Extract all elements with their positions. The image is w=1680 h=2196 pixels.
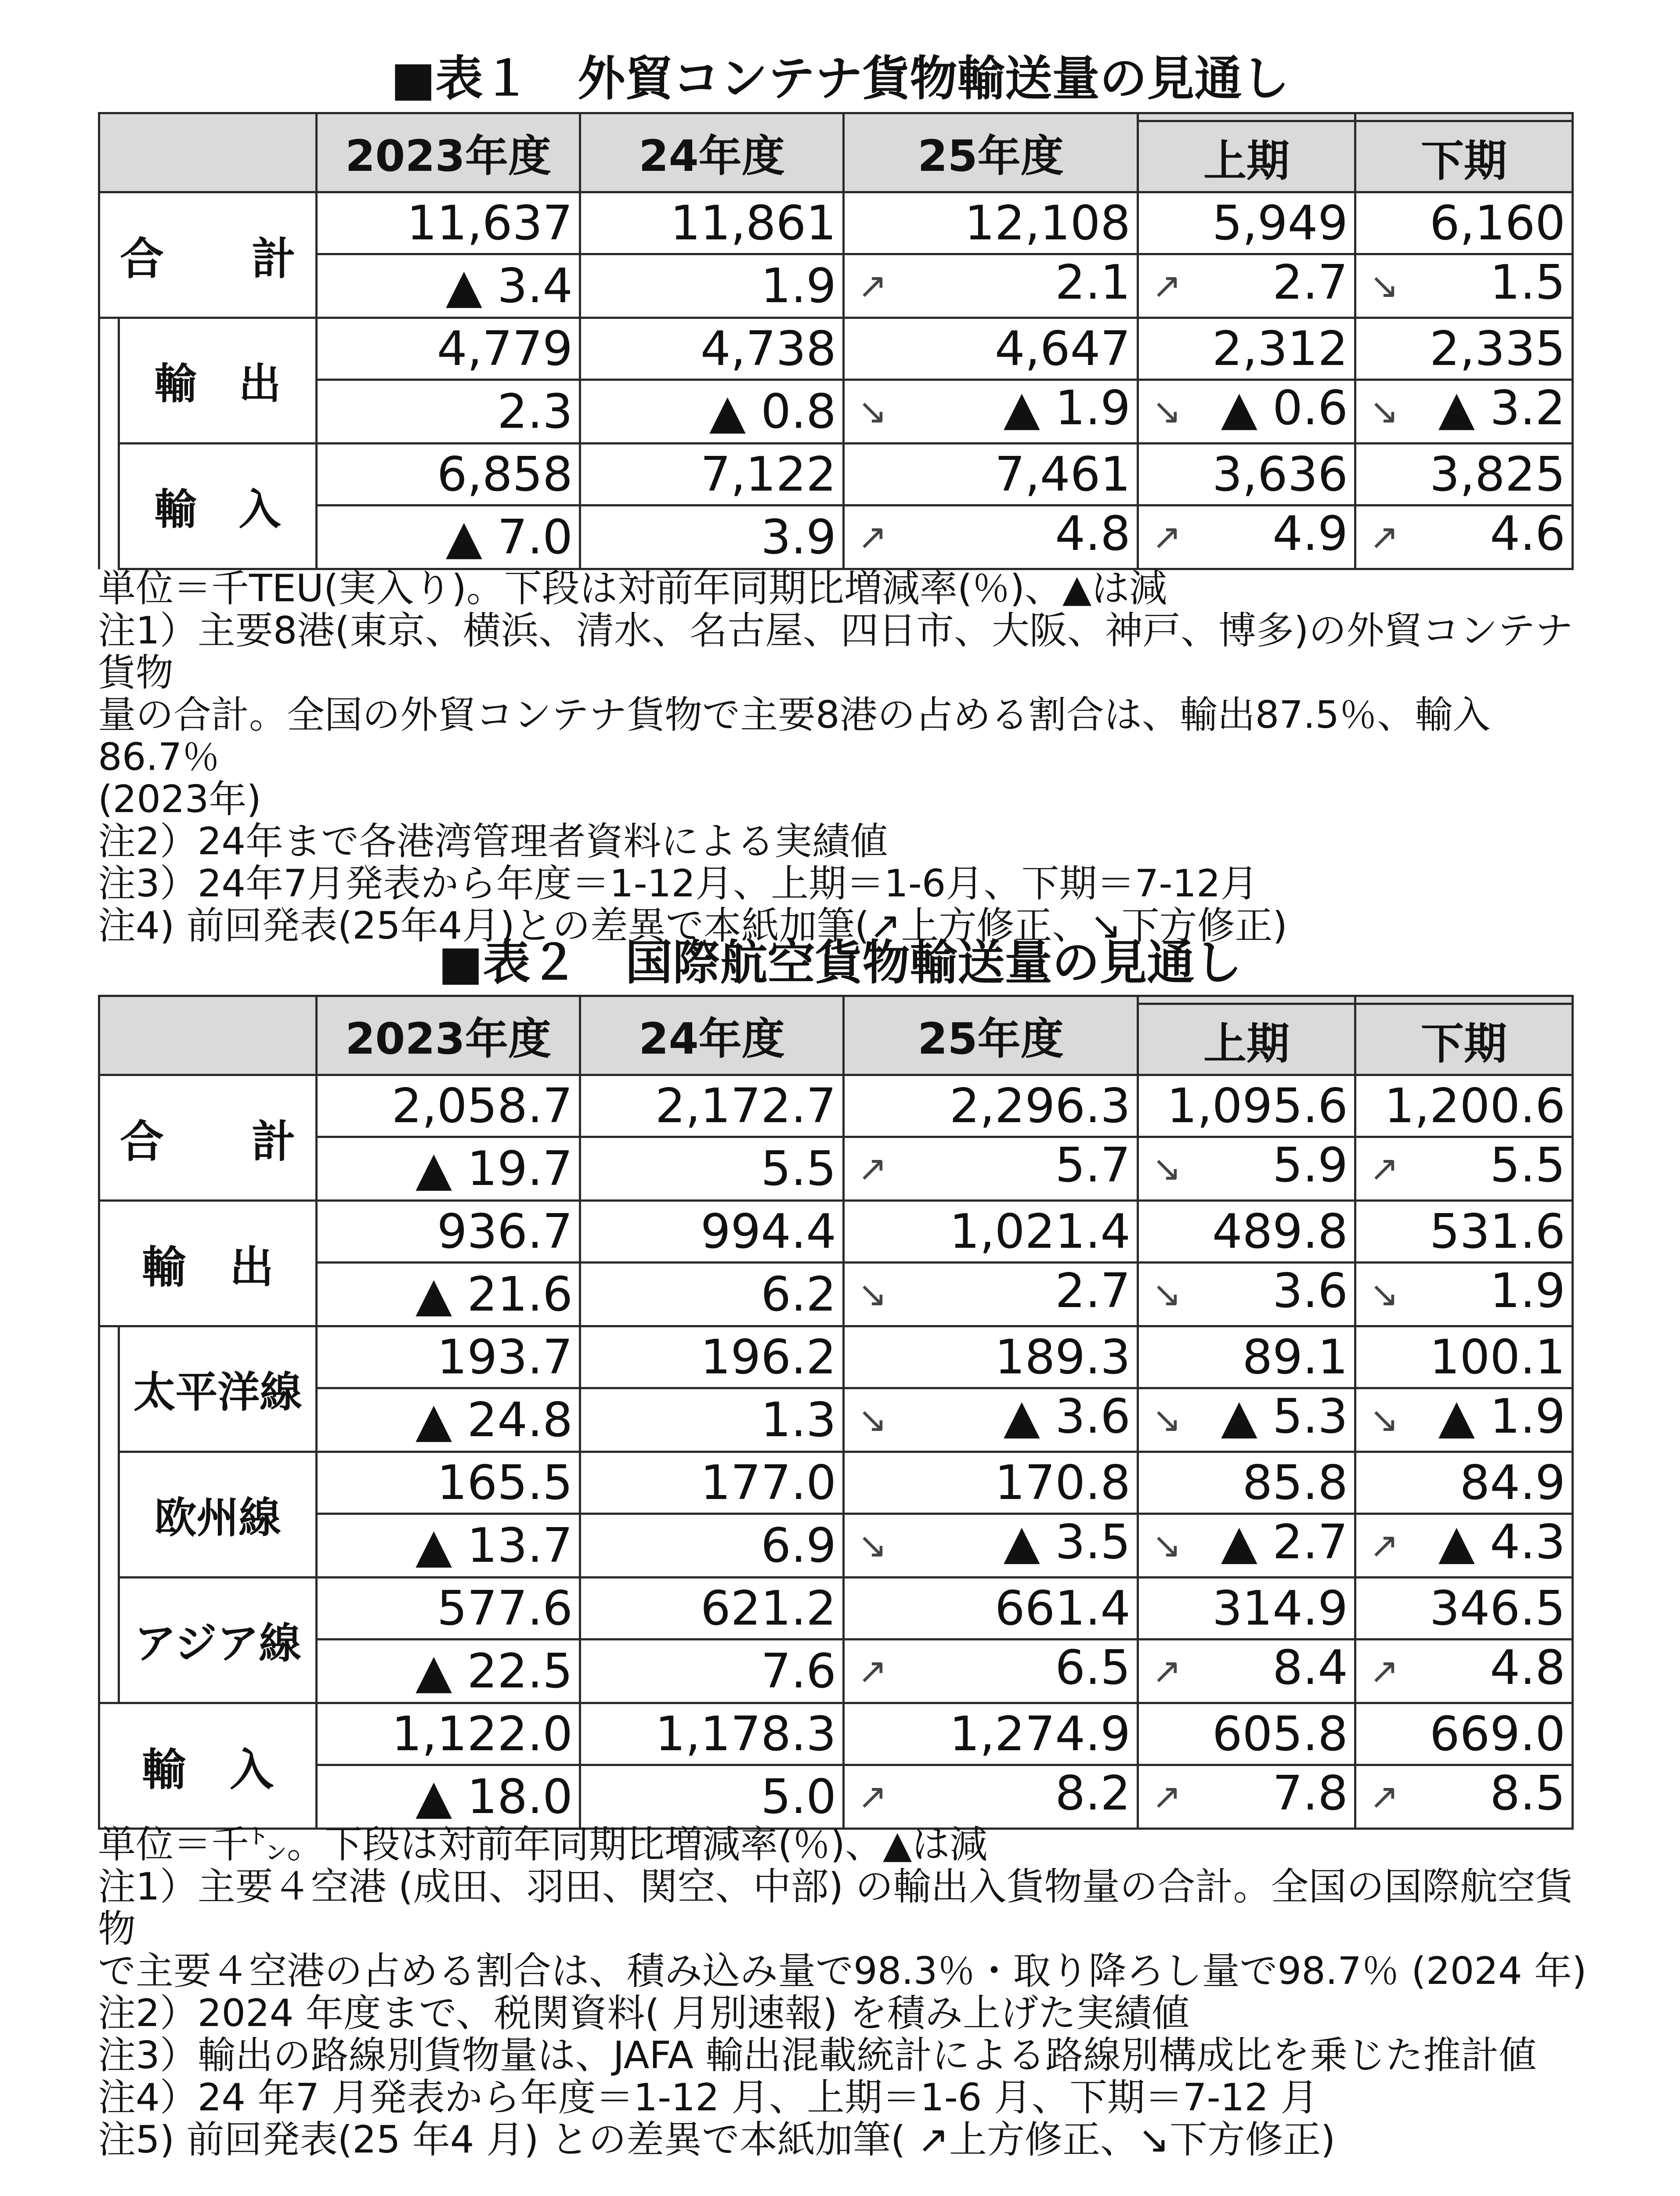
table2-header-fy2023: 2023年度 — [317, 996, 580, 1075]
table2-rate-value: 2.7 — [1055, 1264, 1131, 1318]
table2-rate-value: 5.5 — [1490, 1138, 1565, 1193]
revision-arrow-icon: ↗ — [1369, 1776, 1399, 1817]
table1-rate-value: 2.3 — [497, 384, 573, 439]
table2-note: 注2）2024 年度まで、税関資料( 月別速報) を積み上げた実績値 — [98, 1991, 1189, 2035]
table2-rate-row — [99, 1388, 1573, 1452]
table2-rate-cell — [844, 1514, 1138, 1578]
table2-rate-value: 6.2 — [761, 1267, 836, 1322]
table1-rate-value: 2.1 — [1055, 255, 1131, 310]
table2-rate-cell — [1355, 1640, 1573, 1703]
table2-header-row — [99, 996, 1573, 1075]
table2-value-cell: 2,058.7 — [317, 1075, 580, 1137]
revision-arrow-icon: ↗ — [1152, 1776, 1182, 1817]
table2-value-cell: 85.8 — [1138, 1452, 1355, 1514]
table1-rate-cell — [844, 380, 1138, 444]
table2-rate-value: ▲ 13.7 — [415, 1518, 573, 1573]
table1-header-h1: 上期 — [1138, 113, 1355, 192]
revision-arrow-icon: ↘ — [1152, 1399, 1182, 1440]
table1-value-cell: 12,108 — [844, 192, 1138, 254]
table1-rate-cell — [844, 506, 1138, 569]
table2-rate-value: 5.9 — [1272, 1138, 1348, 1193]
table1-rate-cell — [1138, 254, 1355, 318]
table1-value-row — [99, 444, 1573, 506]
table2-rate-cell — [580, 1137, 844, 1201]
revision-arrow-icon: ↗ — [858, 265, 888, 306]
table1-row-label: 合 計 — [99, 192, 317, 318]
table2-value-row — [99, 1075, 1573, 1137]
table2-rate-row — [99, 1263, 1573, 1326]
table2-value-cell: 346.5 — [1355, 1578, 1573, 1640]
table2-value-cell: 196.2 — [580, 1326, 844, 1388]
table1-row-label: 輸 出 — [119, 318, 317, 444]
table2-value-cell: 621.2 — [580, 1578, 844, 1640]
table1-header-fy2023: 2023年度 — [317, 113, 580, 192]
table2-note: 注5) 前回発表(25 年4 月) との差異で本紙加筆( ↗上方修正、↘下方修正) — [98, 2118, 1336, 2162]
table2-rate-value: 3.6 — [1272, 1264, 1348, 1318]
table1-value-cell: 2,312 — [1138, 318, 1355, 380]
table2-rate-row — [99, 1765, 1573, 1829]
table2-rate-value: ▲ 18.0 — [415, 1769, 573, 1824]
table2-value-cell: 1,274.9 — [844, 1703, 1138, 1765]
revision-arrow-icon: ↘ — [1152, 1148, 1182, 1189]
table1-rate-cell — [580, 380, 844, 444]
revision-arrow-icon: ↘ — [1369, 1399, 1399, 1440]
table2-note: で主要４空港の占める割合は、積み込み量で98.3％・取り降ろし量で98.7％ (2024 年) — [98, 1949, 1587, 1993]
table1-rate-value: 4.9 — [1272, 506, 1348, 561]
table2-value-row — [99, 1578, 1573, 1640]
table2-rate-cell — [1355, 1765, 1573, 1829]
table2-value-cell: 2,296.3 — [844, 1075, 1138, 1137]
revision-arrow-icon: ↗ — [858, 1776, 888, 1817]
table2-rate-value: ▲ 3.5 — [1003, 1515, 1131, 1570]
table1-indent-cell — [99, 318, 119, 569]
table2-notes — [98, 1824, 1591, 2161]
table2-value-cell: 1,200.6 — [1355, 1075, 1573, 1137]
table2-rate-cell — [1138, 1137, 1355, 1201]
table2-rate-value: 5.0 — [761, 1769, 836, 1824]
table2-rate-cell — [844, 1137, 1138, 1201]
table1-rate-value: ▲ 0.6 — [1221, 381, 1348, 436]
revision-arrow-icon: ↘ — [1152, 391, 1182, 432]
table2-value-cell: 314.9 — [1138, 1578, 1355, 1640]
table2-rate-cell — [317, 1263, 580, 1326]
table2-rate-cell — [1355, 1137, 1573, 1201]
table2-value-row — [99, 1326, 1573, 1388]
table2-value-cell: 170.8 — [844, 1452, 1138, 1514]
table2-rate-cell — [580, 1388, 844, 1452]
table1-rate-cell — [317, 380, 580, 444]
table1-rate-cell — [1138, 380, 1355, 444]
table1-rate-cell — [317, 254, 580, 318]
revision-arrow-icon: ↘ — [858, 1274, 888, 1315]
revision-arrow-icon: ↘ — [858, 391, 888, 432]
table2-note: 単位＝千㌧。下段は対前年同期比増減率(％)、▲は減 — [98, 1823, 988, 1867]
table2-rate-row — [99, 1137, 1573, 1201]
revision-arrow-icon: ↘ — [1369, 391, 1399, 432]
table1-header-row — [99, 113, 1573, 192]
revision-arrow-icon: ↗ — [858, 516, 888, 557]
table1-value-cell: 5,949 — [1138, 192, 1355, 254]
table2-rate-value: 6.5 — [1055, 1640, 1131, 1695]
table1-note: 単位＝千TEU(実入り)。下段は対前年同期比増減率(％)、▲は減 — [98, 567, 1167, 610]
revision-arrow-icon: ↘ — [858, 1399, 888, 1440]
table2-value-cell: 100.1 — [1355, 1326, 1573, 1388]
table1-rate-row — [99, 380, 1573, 444]
table1-value-cell: 11,637 — [317, 192, 580, 254]
table2 — [98, 995, 1574, 1830]
table2-row-label: アジア線 — [119, 1578, 317, 1703]
table2-rate-value: 5.7 — [1055, 1138, 1131, 1193]
table2-value-cell: 189.3 — [844, 1326, 1138, 1388]
table2-rate-value: 7.6 — [761, 1643, 836, 1699]
table2-value-cell: 577.6 — [317, 1578, 580, 1640]
table1-rate-value: 4.8 — [1055, 506, 1131, 561]
table2-rate-cell — [580, 1514, 844, 1578]
table1-rate-value: 1.5 — [1490, 255, 1565, 310]
table2-value-cell: 936.7 — [317, 1201, 580, 1263]
table2-value-cell: 177.0 — [580, 1452, 844, 1514]
table2-rate-cell — [844, 1765, 1138, 1829]
table2-note: 注4）24 年7 月発表から年度＝1-12 月、上期＝1-6 月、下期＝7-12 月 — [98, 2076, 1319, 2120]
table1-value-cell: 6,858 — [317, 444, 580, 506]
table1-corner-cell — [99, 113, 317, 192]
table2-rate-value: ▲ 2.7 — [1221, 1515, 1348, 1570]
table2-row-label: 太平洋線 — [119, 1326, 317, 1452]
table1-rate-cell — [1355, 380, 1573, 444]
table2-rate-cell — [844, 1640, 1138, 1703]
table1-value-cell: 4,647 — [844, 318, 1138, 380]
table2-value-cell: 1,178.3 — [580, 1703, 844, 1765]
table1-value-row — [99, 318, 1573, 380]
table1-rate-value: ▲ 0.8 — [709, 384, 836, 439]
table2-rate-value: 4.8 — [1490, 1640, 1565, 1695]
table1-rate-value: ▲ 3.2 — [1438, 381, 1565, 436]
table2-rate-value: 5.5 — [761, 1141, 836, 1196]
table2-rate-cell — [1138, 1640, 1355, 1703]
table1-rate-value: 4.6 — [1490, 506, 1565, 561]
table2-rate-cell — [1355, 1514, 1573, 1578]
table2-rate-value: ▲ 21.6 — [415, 1267, 573, 1322]
revision-arrow-icon: ↘ — [1152, 1525, 1182, 1566]
table2-rate-value: ▲ 22.5 — [415, 1643, 573, 1699]
table1-rate-cell — [580, 506, 844, 569]
table2-rate-cell — [1355, 1388, 1573, 1452]
table2-value-cell: 1,021.4 — [844, 1201, 1138, 1263]
revision-arrow-icon: ↘ — [1152, 1274, 1182, 1315]
table1-header-fy25: 25年度 — [844, 113, 1138, 192]
table2-value-cell: 2,172.7 — [580, 1075, 844, 1137]
table2-rate-cell — [317, 1388, 580, 1452]
table1-rate-value: 1.9 — [761, 258, 836, 314]
table2-rate-cell — [844, 1388, 1138, 1452]
table1-value-cell: 11,861 — [580, 192, 844, 254]
revision-arrow-icon: ↗ — [1152, 516, 1182, 557]
table1-rate-row — [99, 506, 1573, 569]
revision-arrow-icon: ↗ — [1369, 1525, 1399, 1566]
table2-value-cell: 994.4 — [580, 1201, 844, 1263]
table2-rate-value: ▲ 1.9 — [1438, 1389, 1565, 1444]
table1-value-cell: 6,160 — [1355, 192, 1573, 254]
table2-row-label: 輸 出 — [99, 1201, 317, 1326]
table1-note: 注1）主要8港(東京、横浜、清水、名古屋、四日市、大阪、神戸、博多)の外貿コンテナ貨物 — [98, 609, 1573, 695]
revision-arrow-icon: ↗ — [858, 1651, 888, 1691]
table1-value-cell: 3,636 — [1138, 444, 1355, 506]
table2-rate-value: 8.5 — [1490, 1766, 1565, 1821]
table2-value-cell: 489.8 — [1138, 1201, 1355, 1263]
table2-row-label: 欧州線 — [119, 1452, 317, 1578]
table2-rate-value: 1.3 — [761, 1392, 836, 1448]
table1-value-cell: 4,779 — [317, 318, 580, 380]
table1-note: 量の合計。全国の外貿コンテナ貨物で主要8港の占める割合は、輸出87.5％、輸入86.7％ — [98, 693, 1491, 779]
table2-value-cell: 1,095.6 — [1138, 1075, 1355, 1137]
table2-value-row — [99, 1703, 1573, 1765]
table2-header-h2: 下期 — [1355, 996, 1573, 1075]
table2-rate-cell — [1138, 1514, 1355, 1578]
table1 — [98, 112, 1574, 570]
table1-rate-value: ▲ 1.9 — [1003, 381, 1131, 436]
table1-note: 注2）24年まで各港湾管理者資料による実績値 — [98, 820, 888, 863]
table1-value-cell: 2,335 — [1355, 318, 1573, 380]
table2-rate-cell — [1138, 1765, 1355, 1829]
table1-title: ■表１ 外貿コンテナ貨物輸送量の見通し — [390, 51, 1290, 106]
table1-header-fy24: 24年度 — [580, 113, 844, 192]
table2-rate-cell — [844, 1263, 1138, 1326]
table2-header-fy25: 25年度 — [844, 996, 1138, 1075]
table2-header-fy24: 24年度 — [580, 996, 844, 1075]
table2-value-cell: 605.8 — [1138, 1703, 1355, 1765]
table2-value-cell: 89.1 — [1138, 1326, 1355, 1388]
table1-rate-value: 2.7 — [1272, 255, 1348, 310]
revision-arrow-icon: ↘ — [858, 1525, 888, 1566]
table2-title: ■表２ 国際航空貨物輸送量の見通し — [438, 935, 1242, 990]
table2-header-h1: 上期 — [1138, 996, 1355, 1075]
table1-note: 注3）24年7月発表から年度＝1-12月、上期＝1-6月、下期＝7-12月 — [98, 862, 1258, 906]
table2-rate-value: ▲ 5.3 — [1221, 1389, 1348, 1444]
table2-rate-row — [99, 1640, 1573, 1703]
table2-value-cell: 165.5 — [317, 1452, 580, 1514]
table2-rate-cell — [1355, 1263, 1573, 1326]
table1-value-cell: 3,825 — [1355, 444, 1573, 506]
table2-row-label: 輸 入 — [99, 1703, 317, 1829]
table1-rate-value: ▲ 3.4 — [445, 258, 573, 314]
table2-rate-value: ▲ 3.6 — [1003, 1389, 1131, 1444]
table2-value-cell: 84.9 — [1355, 1452, 1573, 1514]
table1-header-h2: 下期 — [1355, 113, 1573, 192]
table2-row-label: 合 計 — [99, 1075, 317, 1201]
revision-arrow-icon: ↗ — [858, 1148, 888, 1189]
table1-note: 注4) 前回発表(25年4月)との差異で本紙加筆(↗上方修正、↘下方修正) — [98, 904, 1288, 948]
table2-rate-value: ▲ 24.8 — [415, 1392, 573, 1448]
table1-value-cell: 7,122 — [580, 444, 844, 506]
table2-value-row — [99, 1201, 1573, 1263]
table2-value-cell: 661.4 — [844, 1578, 1138, 1640]
revision-arrow-icon: ↗ — [1369, 1651, 1399, 1691]
table1-value-cell: 4,738 — [580, 318, 844, 380]
revision-arrow-icon: ↘ — [1369, 265, 1399, 306]
table1-rate-cell — [1138, 506, 1355, 569]
revision-arrow-icon: ↘ — [1369, 1274, 1399, 1315]
table2-rate-cell — [317, 1765, 580, 1829]
table2-rate-cell — [317, 1514, 580, 1578]
table2-value-cell: 669.0 — [1355, 1703, 1573, 1765]
table2-indent-cell — [99, 1326, 119, 1703]
table1-rate-row — [99, 254, 1573, 318]
revision-arrow-icon: ↗ — [1152, 1651, 1182, 1691]
table1-rate-value: 3.9 — [761, 509, 836, 565]
table2-rate-cell — [580, 1765, 844, 1829]
table1-rate-value: ▲ 7.0 — [445, 509, 573, 565]
table2-rate-cell — [317, 1640, 580, 1703]
table2-rate-row — [99, 1514, 1573, 1578]
table2-rate-cell — [1138, 1263, 1355, 1326]
table2-rate-value: 6.9 — [761, 1518, 836, 1573]
revision-arrow-icon: ↗ — [1152, 265, 1182, 306]
table2-rate-value: 8.4 — [1272, 1640, 1348, 1695]
table2-value-cell: 193.7 — [317, 1326, 580, 1388]
table1-value-row — [99, 192, 1573, 254]
table2-rate-cell — [317, 1137, 580, 1201]
revision-arrow-icon: ↗ — [1369, 516, 1399, 557]
table2-note: 注3）輸出の路線別貨物量は、JAFA 輸出混載統計による路線別構成比を乗じた推計値 — [98, 2033, 1537, 2077]
table1-note: (2023年) — [98, 777, 261, 821]
table2-rate-value: ▲ 19.7 — [415, 1141, 573, 1196]
table2-value-cell: 1,122.0 — [317, 1703, 580, 1765]
table2-value-row — [99, 1452, 1573, 1514]
table2-rate-value: 1.9 — [1490, 1264, 1565, 1318]
table1-notes — [98, 567, 1591, 947]
table2-rate-value: ▲ 4.3 — [1438, 1515, 1565, 1570]
table2-value-cell: 531.6 — [1355, 1201, 1573, 1263]
table1-rate-cell — [317, 506, 580, 569]
table2-note: 注1）主要４空港 (成田、羽田、関空、中部) の輸出入貨物量の合計。全国の国際航空貨物 — [98, 1865, 1573, 1951]
table2-rate-cell — [580, 1640, 844, 1703]
table2-corner-cell — [99, 996, 317, 1075]
table1-row-label: 輸 入 — [119, 444, 317, 569]
table1-rate-cell — [1355, 506, 1573, 569]
table1-value-cell: 7,461 — [844, 444, 1138, 506]
table2-rate-cell — [580, 1263, 844, 1326]
table1-rate-cell — [844, 254, 1138, 318]
revision-arrow-icon: ↗ — [1369, 1148, 1399, 1189]
table1-rate-cell — [1355, 254, 1573, 318]
table2-rate-cell — [1138, 1388, 1355, 1452]
table2-rate-value: 8.2 — [1055, 1766, 1131, 1821]
table2-rate-value: 7.8 — [1272, 1766, 1348, 1821]
table1-rate-cell — [580, 254, 844, 318]
